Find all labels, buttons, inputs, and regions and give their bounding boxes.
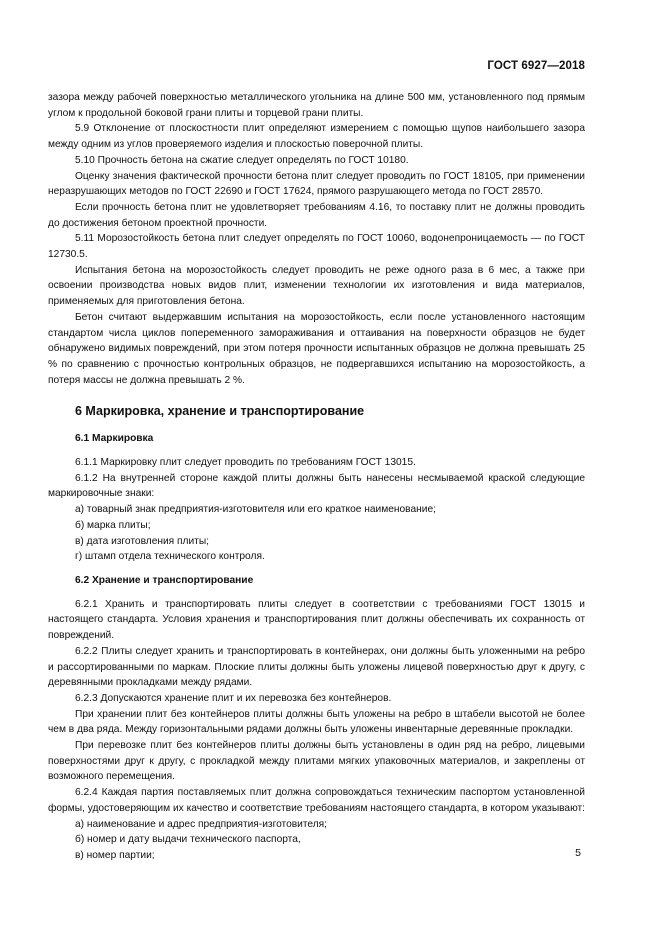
- paragraph: Оценку значения фактической прочности бетона плит следует проводить по ГОСТ 18105, при применении неразрушающих методов по ГОСТ 22690 и ГОСТ 17624, прямого разрушающего метода по ГОСТ 28570.: [48, 170, 585, 198]
- list-item: б) марка плиты;: [75, 519, 151, 531]
- list-item: в) номер партии;: [75, 849, 155, 861]
- list-item: б) номер и дату выдачи технического паспорта,: [75, 834, 301, 846]
- list-item: а) наименование и адрес предприятия-изготовителя;: [75, 818, 328, 830]
- section-6-heading: 6 Маркировка, хранение и транспортирование: [75, 404, 365, 419]
- paragraph-6-2-2: 6.2.2 Плиты следует хранить и транспортировать в контейнерах, они должны быть уложенными на ребро и рассортированными по маркам. Плоские плиты должны быть уложены лицевой поверхностью друг к другу, с деревянными прокладками между рядами.: [48, 645, 585, 689]
- paragraph-6-2-3: 6.2.3 Допускаются хранение плит и их перевозка без контейнеров.: [75, 692, 392, 704]
- paragraph-6-1-2: 6.1.2 На внутренней стороне каждой плиты должны быть нанесены несмываемой краской следующие маркировочные знаки:: [48, 472, 585, 500]
- document-body: [48, 90, 585, 864]
- paragraph: При хранении плит без контейнеров плиты должны быть уложены на ребро в штабели высотой не более чем в два ряда. Между горизонтальными рядами должны быть уложены инвентарные деревянные прокладки.: [48, 708, 585, 736]
- list-item: а) товарный знак предприятия-изготовителя или его краткое наименование;: [75, 504, 436, 516]
- paragraph-6-2-1: 6.2.1 Хранить и транспортировать плиты следует в соответствии с требованиями ГОСТ 13015 и настоящего стандарта. Условия хранения и транспортирования плит должны обеспечивать их сохранность от повреждений.: [48, 598, 585, 642]
- page-number: 5: [575, 847, 581, 859]
- section-6-1-heading: 6.1 Маркировка: [75, 433, 154, 445]
- paragraph: Если прочность бетона плит не удовлетворяет требованиям 4.16, то поставку плит не должны проводить до достижения бетоном проектной прочности.: [48, 201, 585, 229]
- paragraph-6-2-4: 6.2.4 Каждая партия поставляемых плит должна сопровождаться техническим паспортом установленной формы, удостоверяющим их качество и соответствие требованиям настоящего стандарта, в котором указывают:: [48, 787, 586, 814]
- paragraph-5-10: 5.10 Прочность бетона на сжатие следует определять по ГОСТ 10180.: [75, 154, 409, 166]
- section-6-2-heading: 6.2 Хранение и транспортирование: [75, 574, 254, 586]
- paragraph: зазора между рабочей поверхностью металлического угольника на длине 500 мм, установленного под прямым углом к продольной боковой грани плиты и торцевой грани плиты.: [48, 92, 585, 119]
- paragraph: При перевозке плит без контейнеров плиты должны быть установлены в один ряд на ребро, лицевыми поверхностями друг к другу, с прокладкой между плитами мягких упаковочных материалов, и закреплены от возможного перемещения.: [48, 740, 585, 783]
- paragraph-5-11: 5.11 Морозостойкость бетона плит следует определять по ГОСТ 10060, водонепроницаемость — по ГОСТ 12730.5.: [48, 233, 585, 261]
- paragraph: Бетон считают выдержавшим испытания на морозостойкость, если после установленного настоящим стандартом числа циклов попеременного замораживания и оттаивания на поверхности образцов не будет обнаружено видимых повреждений, при этом потеря прочности испытанных образцов не должна превышать 25 % по сравнению с прочностью контрольных образцов, не подвергавшихся испытанию на морозостойкость, а потеря массы не должна превышать 2 %.: [48, 311, 585, 386]
- list-item: г) штамп отдела технического контроля.: [75, 551, 265, 563]
- paragraph: Испытания бетона на морозостойкость следует проводить не реже одного раза в 6 мес, а также при освоении производства новых видов плит, изменении технологии их изготовления и вида материалов, применяемых для приготовления бетона.: [48, 264, 585, 308]
- paragraph-6-1-1: 6.1.1 Маркировку плит следует проводить по требованиям ГОСТ 13015.: [75, 457, 416, 469]
- paragraph-5-9: 5.9 Отклонение от плоскостности плит определяют измерением с помощью щупов наибольшего зазора между одним из углов проверяемого изделия и плоскостью поверочной плиты.: [48, 123, 585, 151]
- list-item: в) дата изготовления плиты;: [75, 535, 210, 547]
- document-code-header: ГОСТ 6927—2018: [487, 60, 585, 72]
